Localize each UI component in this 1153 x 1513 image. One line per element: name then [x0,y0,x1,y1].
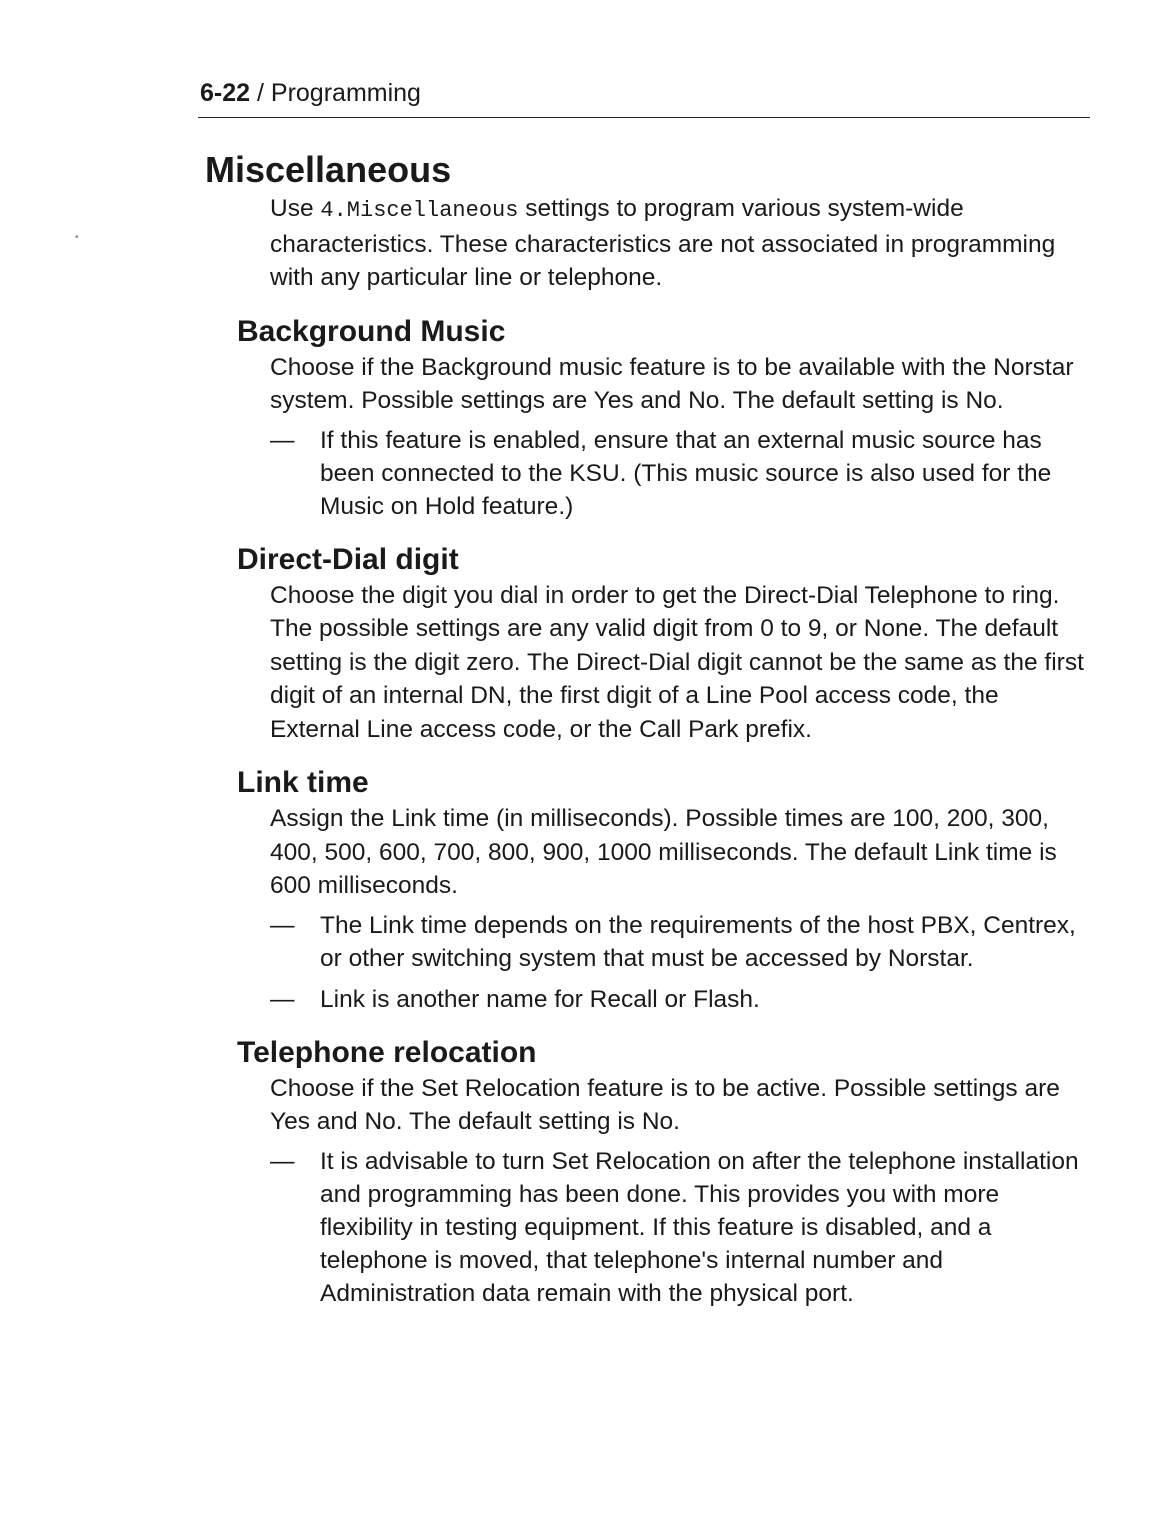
section [205,541,1090,747]
note-text: The Link time depends on the requirements of the host PBX, Centrex, or other switching system that must be accessed by Norstar. [320,911,1076,972]
intro-prefix: Use [270,195,314,222]
note-dash: — [270,1147,295,1175]
section-body: Choose if the Background music feature is to be available with the Norstar system. Possible settings are Yes and No. The default setting is No. [270,353,1074,414]
section-heading: Background Music [237,314,506,348]
section [205,1034,1090,1310]
note-item [270,909,1090,975]
note-dash: — [270,985,295,1013]
note-item [270,983,1090,1016]
note-dash: — [270,426,295,454]
section [205,313,1090,523]
page-number: 6-22 [200,79,251,107]
sections-container [205,313,1090,1310]
margin-speck: • [75,232,79,243]
note-list [205,909,1090,1016]
section-heading: Telephone relocation [237,1035,537,1069]
note-text: Link is another name for Recall or Flash. [320,985,760,1013]
note-text: It is advisable to turn Set Relocation on after the telephone installation and programming has been done. This provides you with more flexibility in testing equipment. If this feature is disabled, and a telephone is moved, that telephone's internal number and Administration data remain with the physical port. [320,1147,1079,1307]
note-dash: — [270,911,295,939]
header-rule [198,117,1090,118]
note-list [205,424,1090,523]
section-body: Choose the digit you dial in order to get the Direct-Dial Telephone to ring. The possible settings are any valid digit from 0 to 9, or None. The default setting is the digit zero. The Direct-Dial digit cannot be the same as the first digit of an internal DN, the first digit of a Line Pool access code, the External Line access code, or the Call Park prefix. [270,581,1084,743]
note-text: If this feature is enabled, ensure that an external music source has been connected to the KSU. (This music source is also used for the Music on Hold feature.) [320,426,1052,520]
section-body: Choose if the Set Relocation feature is to be active. Possible settings are Yes and No. The default setting is No. [270,1074,1060,1135]
note-item [270,1145,1090,1310]
intro-paragraph [270,192,1090,295]
section-body: Assign the Link time (in milliseconds). Possible times are 100, 200, 300, 400, 500, 600, 700, 800, 900, 1000 milliseconds. The default Link time is 600 milliseconds. [270,805,1057,899]
running-header [200,78,1090,108]
section-heading: Direct-Dial digit [237,542,459,576]
section-heading: Link time [237,766,369,799]
page-content [205,148,1090,1318]
note-item [270,424,1090,523]
page-title: Miscellaneous [205,149,452,190]
intro-suffix: settings to program various system-wide characteristics. These characteristics are not associated in programming with any particular line or telephone. [270,195,1056,291]
intro-code: 4.Miscellaneous [320,198,519,223]
section [205,764,1090,1016]
note-list [205,1145,1090,1310]
header-separator: / [257,79,264,107]
header-section: Programming [270,79,421,107]
